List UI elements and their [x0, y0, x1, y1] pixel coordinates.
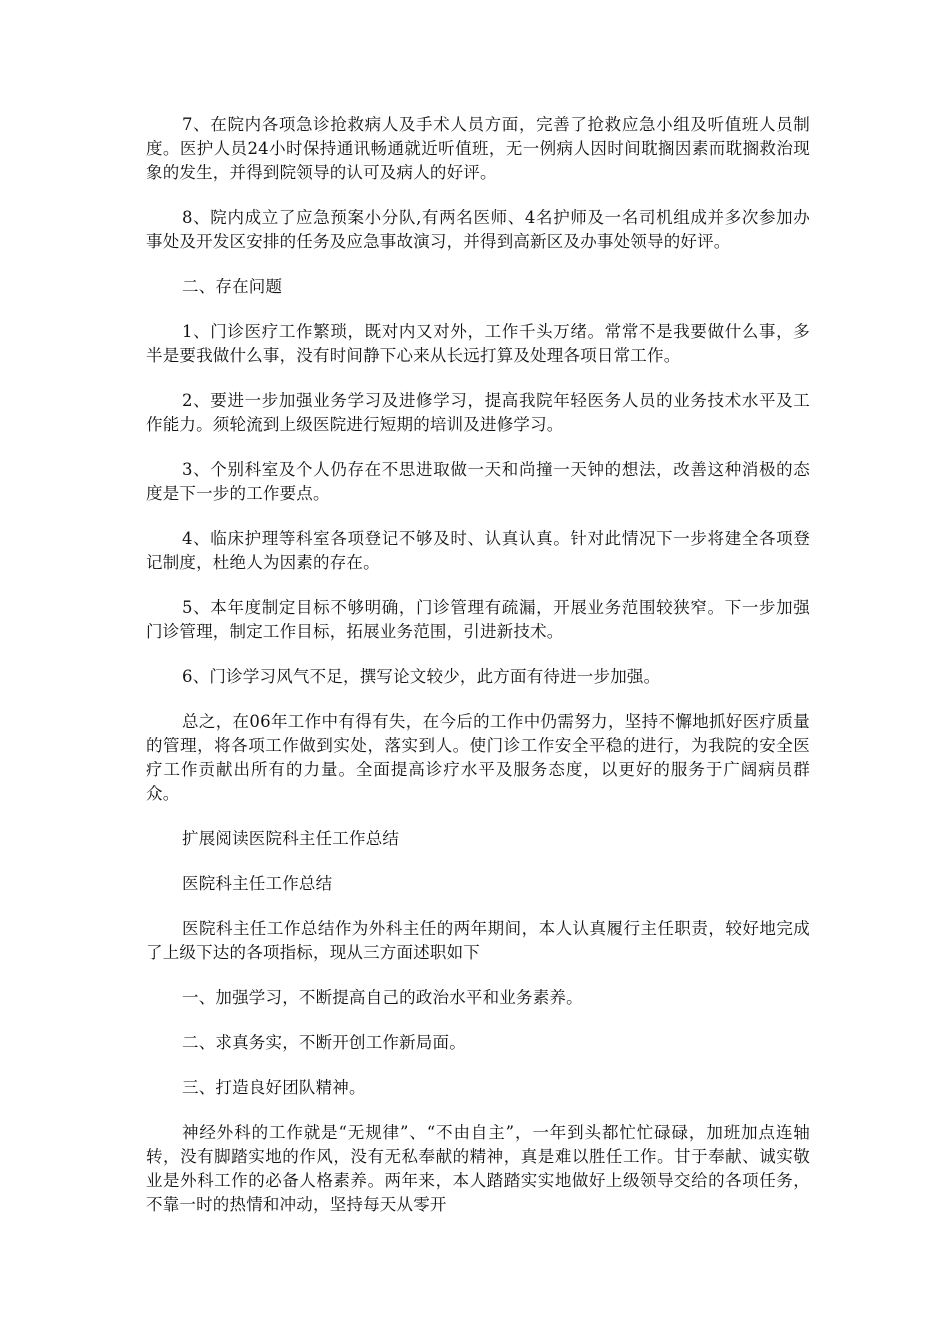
document-body [146, 113, 810, 1238]
problem-item-5: 5、本年度制定目标不够明确，门诊管理有疏漏，开展业务范围较狭窄。下一步加强门诊管理，制定工作目标，拓展业务范围，引进新技术。 [146, 598, 810, 641]
problem-item-6: 6、门诊学习风气不足，撰写论文较少，此方面有待进一步加强。 [182, 667, 661, 686]
point-two: 二、求真务实，不断开创工作新局面。 [182, 1033, 466, 1052]
problem-item-3: 3、个别科室及个人仍存在不思进取做一天和尚撞一天钟的想法，改善这种消极的态度是下一步的工作要点。 [146, 460, 810, 503]
intro-paragraph: 医院科主任工作总结作为外科主任的两年期间，本人认真履行主任职责，较好地完成了上级下达的各项指标，现从三方面述职如下 [146, 919, 810, 962]
paragraph-item-8: 8、院内成立了应急预案小分队,有两名医师、4名护师及一名司机组成并多次参加办事处及开发区安排的任务及应急事故演习，并得到高新区及办事处领导的好评。 [146, 208, 810, 251]
point-three: 三、打造良好团队精神。 [182, 1078, 366, 1097]
problem-item-4: 4、临床护理等科室各项登记不够及时、认真认真。针对此情况下一步将建全各项登记制度，杜绝人为因素的存在。 [146, 529, 810, 572]
problem-item-1: 1、门诊医疗工作繁琐，既对内又对外，工作千头万绪。常常不是我要做什么事，多半是要我做什么事，没有时间静下心来从长远打算及处理各项日常工作。 [146, 322, 810, 365]
problem-item-2: 2、要进一步加强业务学习及进修学习，提高我院年轻医务人员的业务技术水平及工作能力。须轮流到上级医院进行短期的培训及进修学习。 [146, 391, 810, 434]
summary-paragraph: 总之，在06年工作中有得有失，在今后的工作中仍需努力，坚持不懈地抓好医疗质量的管理，将各项工作做到实处，落实到人。使门诊工作安全平稳的进行，为我院的安全医疗工作贡献出所有的力量。全面提高诊疗水平及服务态度，以更好的服务于广阔病员群众。 [146, 712, 810, 803]
section-heading-problems: 二、存在问题 [182, 277, 283, 296]
extended-reading-heading: 扩展阅读医院科主任工作总结 [182, 829, 400, 848]
section-title: 医院科主任工作总结 [182, 874, 333, 893]
paragraph-item-7: 7、在院内各项急诊抢救病人及手术人员方面，完善了抢救应急小组及听值班人员制度。医护人员24小时保持通讯畅通就近听值班，无一例病人因时间耽搁因素而耽搁救治现象的发生，并得到院领导的认可及病人的好评。 [146, 115, 810, 182]
point-one: 一、加强学习，不断提高自己的政治水平和业务素养。 [182, 988, 583, 1007]
body-paragraph: 神经外科的工作就是“无规律”、“不由自主”，一年到头都忙忙碌碌，加班加点连轴转，没有脚踏实地的作风，没有无私奉献的精神，真是难以胜任工作。甘于奉献、诚实敬业是外科工作的必备人格素养。两年来，本人踏踏实实地做好上级领导交给的各项任务，不靠一时的热情和冲动，坚持每天从零开 [146, 1123, 810, 1214]
